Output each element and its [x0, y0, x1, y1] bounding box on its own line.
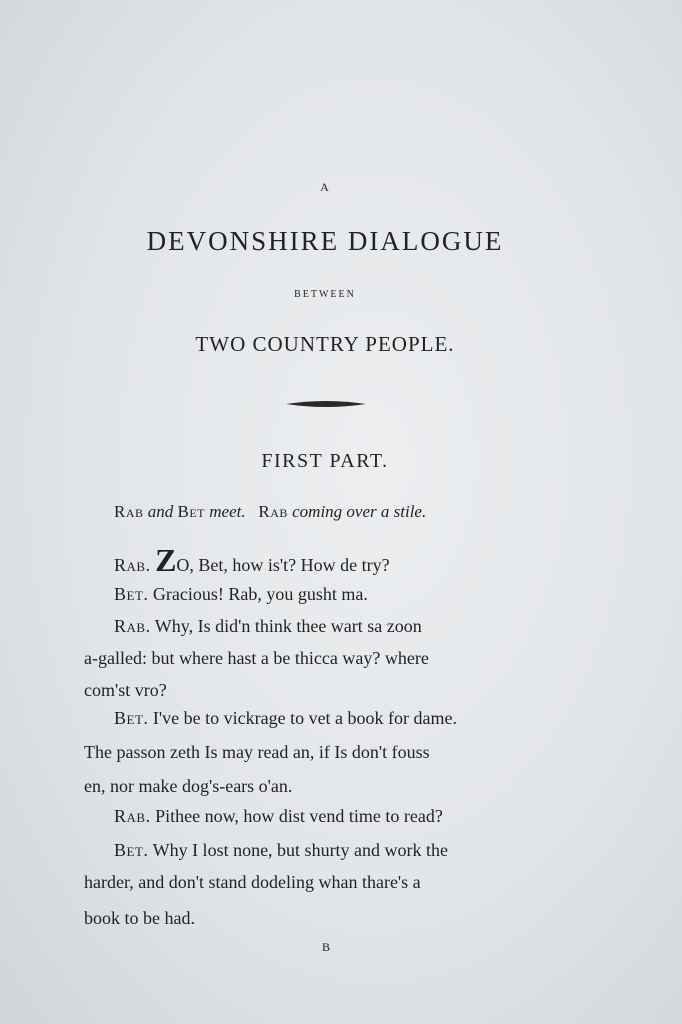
- speech-text: Why, Is did'n think thee wart sa zoon: [154, 616, 422, 636]
- stage-name-rab: Rab: [114, 502, 144, 521]
- stage-name-rab-2: Rab: [258, 502, 288, 521]
- page-subtitle: TWO COUNTRY PEOPLE.: [195, 332, 455, 356]
- dialogue-continuation: book to be had.: [84, 908, 195, 928]
- page-title: DEVONSHIRE DIALOGUE: [146, 226, 504, 256]
- stage-action: coming over a stile.: [292, 502, 427, 521]
- dialogue-line: [114, 806, 443, 827]
- part-heading: FIRST PART.: [261, 450, 389, 472]
- dialogue-line: [114, 708, 457, 729]
- speaker-label: Bet.: [114, 708, 149, 728]
- signature-mark: B: [322, 940, 332, 954]
- speaker-label: Rab.: [114, 555, 151, 575]
- title-article: A: [320, 180, 330, 194]
- dialogue-line: [114, 840, 448, 861]
- dialogue-continuation: The passon zeth Is may read an, if Is don't fouss: [84, 742, 430, 762]
- dialogue-line: [114, 584, 368, 605]
- speech-text: Why I lost none, but shurty and work the: [152, 840, 449, 860]
- dialogue-continuation: harder, and don't stand dodeling whan thare's a: [84, 872, 421, 892]
- stage-meet: meet.: [209, 502, 246, 521]
- speaker-label: Bet.: [114, 840, 149, 860]
- dialogue-continuation: a-galled: but where hast a be thicca way? where: [84, 648, 429, 668]
- dialogue-continuation: com'st vro?: [84, 680, 167, 700]
- title-between: BETWEEN: [294, 289, 356, 300]
- dialogue-line: [114, 542, 390, 578]
- speech-text: Gracious! Rab, you gusht ma.: [152, 584, 368, 604]
- dialogue-line: [114, 616, 422, 637]
- dialogue-continuation: en, nor make dog's-ears o'an.: [84, 776, 293, 796]
- stage-direction: [114, 502, 426, 522]
- speech-text: O, Bet, how is't? How de try?: [176, 555, 390, 575]
- speaker-label: Rab.: [114, 806, 151, 826]
- speaker-label: Bet.: [114, 584, 149, 604]
- speech-text: I've be to vickrage to vet a book for dame.: [152, 708, 458, 728]
- speech-text: Pithee now, how dist vend time to read?: [155, 806, 443, 826]
- ornament-divider: [286, 398, 366, 410]
- stage-and: and: [147, 502, 174, 521]
- speaker-label: Rab.: [114, 616, 151, 636]
- drop-cap: Z: [155, 542, 177, 578]
- stage-name-bet: Bet: [177, 502, 206, 521]
